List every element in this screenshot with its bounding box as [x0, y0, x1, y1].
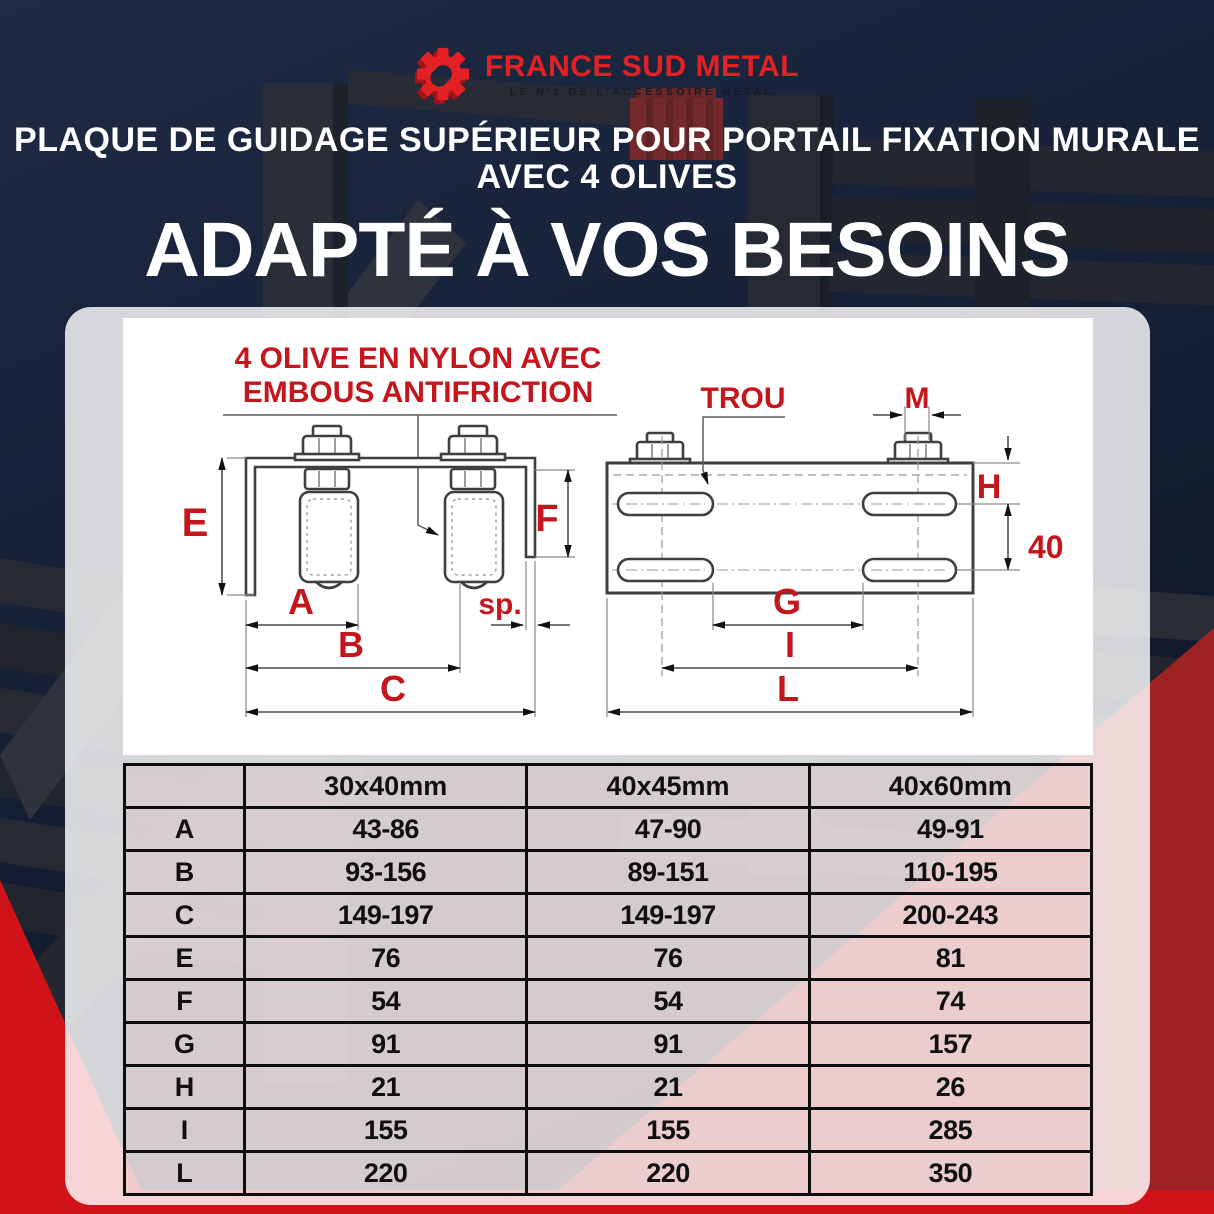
- dim-label-m: M: [904, 382, 930, 415]
- table-cell: 47-90: [527, 808, 809, 851]
- row-label: F: [125, 980, 245, 1023]
- callout-line1: 4 OLIVE EN NYLON AVEC: [234, 342, 602, 375]
- table-cell: 91: [527, 1023, 809, 1066]
- dim-label-g: G: [772, 581, 802, 622]
- gear-icon: [415, 44, 471, 104]
- logo: [0, 44, 1214, 104]
- table-cell: 155: [527, 1109, 809, 1152]
- dim-label-40: 40: [1028, 529, 1064, 565]
- row-label: G: [125, 1023, 245, 1066]
- label-trou: TROU: [700, 382, 786, 415]
- table-cell: 21: [245, 1066, 527, 1109]
- dim-label-i: I: [784, 624, 796, 665]
- spec-table-head: [125, 765, 1092, 808]
- dim-label-f: F: [535, 498, 559, 540]
- spec-table: [123, 763, 1093, 1196]
- row-label: E: [125, 937, 245, 980]
- table-row: [125, 1152, 1092, 1195]
- table-cell: 220: [245, 1152, 527, 1195]
- table-cell: 43-86: [245, 808, 527, 851]
- table-cell: 74: [809, 980, 1091, 1023]
- column-header: 40x60mm: [809, 765, 1091, 808]
- subtitle-line2: AVEC 4 OLIVES: [476, 158, 738, 197]
- brand-name: FRANCE SUD METAL: [484, 50, 800, 83]
- table-cell: 89-151: [527, 851, 809, 894]
- table-cell: 54: [527, 980, 809, 1023]
- table-row: [125, 851, 1092, 894]
- callout-line2: EMBOUS ANTIFRICTION: [242, 376, 594, 409]
- dim-label-l: L: [777, 668, 799, 709]
- table-cell: 110-195: [809, 851, 1091, 894]
- header-row: [125, 765, 1092, 808]
- dim-label-e: E: [181, 501, 209, 545]
- dim-label-b: B: [338, 624, 364, 665]
- table-cell: 21: [527, 1066, 809, 1109]
- dim-label-c: C: [380, 668, 406, 709]
- table-cell: 91: [245, 1023, 527, 1066]
- table-row: [125, 894, 1092, 937]
- table-cell: 81: [809, 937, 1091, 980]
- technical-diagram: [123, 318, 1093, 755]
- table-cell: 149-197: [245, 894, 527, 937]
- table-row: [125, 1023, 1092, 1066]
- table-cell: 49-91: [809, 808, 1091, 851]
- table-cell: 155: [245, 1109, 527, 1152]
- row-label: L: [125, 1152, 245, 1195]
- table-cell: 54: [245, 980, 527, 1023]
- table-cell: 26: [809, 1066, 1091, 1109]
- table-cell: 350: [809, 1152, 1091, 1195]
- page-title: ADAPTÉ À VOS BESOINS: [144, 207, 1070, 293]
- spec-table-container: [123, 763, 1093, 1196]
- table-cell: 285: [809, 1109, 1091, 1152]
- table-row: [125, 937, 1092, 980]
- table-cell: 93-156: [245, 851, 527, 894]
- table-row: [125, 1066, 1092, 1109]
- dim-label-h: H: [976, 468, 1002, 506]
- dim-label-a: A: [288, 581, 314, 622]
- brand-tagline: LE N'1 DE L'ACCESSOIRE MÉTAL: [509, 86, 775, 98]
- corner-cell: [125, 765, 245, 808]
- row-label: C: [125, 894, 245, 937]
- table-cell: 149-197: [527, 894, 809, 937]
- table-row: [125, 808, 1092, 851]
- row-label: I: [125, 1109, 245, 1152]
- table-cell: 157: [809, 1023, 1091, 1066]
- table-cell: 220: [527, 1152, 809, 1195]
- row-label: H: [125, 1066, 245, 1109]
- table-cell: 76: [245, 937, 527, 980]
- product-subtitle: [0, 122, 1214, 197]
- side-view-dimensions: [182, 458, 575, 717]
- content-panel: [65, 307, 1150, 1205]
- table-cell: 76: [527, 937, 809, 980]
- table-cell: 200-243: [809, 894, 1091, 937]
- dim-label-sp: sp.: [478, 588, 522, 621]
- spec-table-body: [125, 808, 1092, 1195]
- drawing-box: [123, 318, 1093, 755]
- subtitle-line1: PLAQUE DE GUIDAGE SUPÉRIEUR POUR PORTAIL FIXATION MURALE: [14, 121, 1200, 159]
- column-header: 40x45mm: [527, 765, 809, 808]
- table-row: [125, 1109, 1092, 1152]
- table-row: [125, 980, 1092, 1023]
- row-label: A: [125, 808, 245, 851]
- row-label: B: [125, 851, 245, 894]
- column-header: 30x40mm: [245, 765, 527, 808]
- side-view: [246, 426, 535, 595]
